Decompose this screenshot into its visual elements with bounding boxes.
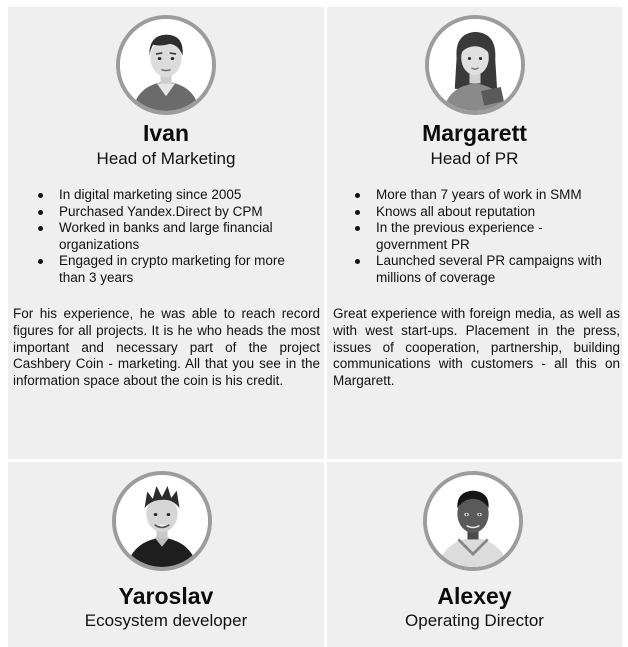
member-name: Alexey (437, 583, 512, 609)
avatar (116, 15, 216, 115)
man-portrait-icon (427, 475, 519, 567)
member-name: Yaroslav (118, 583, 214, 609)
avatar (425, 15, 525, 115)
bullet-list (32, 187, 314, 286)
bullet-item: Knows all about reputation (349, 204, 617, 221)
avatar (423, 471, 523, 571)
member-role: Operating Director (405, 611, 544, 630)
bullet-list (349, 187, 617, 286)
bullet-item: Engaged in crypto marketing for more than 3 years (32, 253, 314, 286)
member-role: Head of PR (430, 149, 519, 168)
bullet-item: In digital marketing since 2005 (32, 187, 314, 204)
team-card-alexey (327, 462, 622, 647)
member-description: Great experience with foreign media, as well as with west start-ups. Placement in the press, issues of cooperation, partnership, building communications with customers - all this on Margarett. (333, 306, 620, 389)
member-role: Ecosystem developer (84, 611, 248, 630)
team-card-ivan (8, 7, 324, 459)
member-name: Margarett (422, 120, 527, 146)
team-card-margarett (327, 7, 622, 459)
bullet-item: More than 7 years of work in SMM (349, 187, 617, 204)
member-role: Head of Marketing (96, 149, 236, 168)
team-card-yaroslav (8, 462, 324, 647)
man-portrait-icon (120, 19, 212, 111)
member-name: Ivan (142, 120, 190, 146)
man-portrait-icon (116, 475, 208, 567)
bullet-item: Worked in banks and large financial organizations (32, 220, 314, 253)
bullet-item: Purchased Yandex.Direct by CPM (32, 204, 314, 221)
bullet-item: In the previous experience - government PR (349, 220, 617, 253)
woman-portrait-icon (429, 19, 521, 111)
bullet-item: Launched several PR campaigns with millions of coverage (349, 253, 617, 286)
member-description: For his experience, he was able to reach record figures for all projects. It is he who heads the most important and necessary part of the project Cashbery Coin - marketing. All that you see in the information space about the coin is his credit. (13, 306, 320, 389)
avatar (112, 471, 212, 571)
